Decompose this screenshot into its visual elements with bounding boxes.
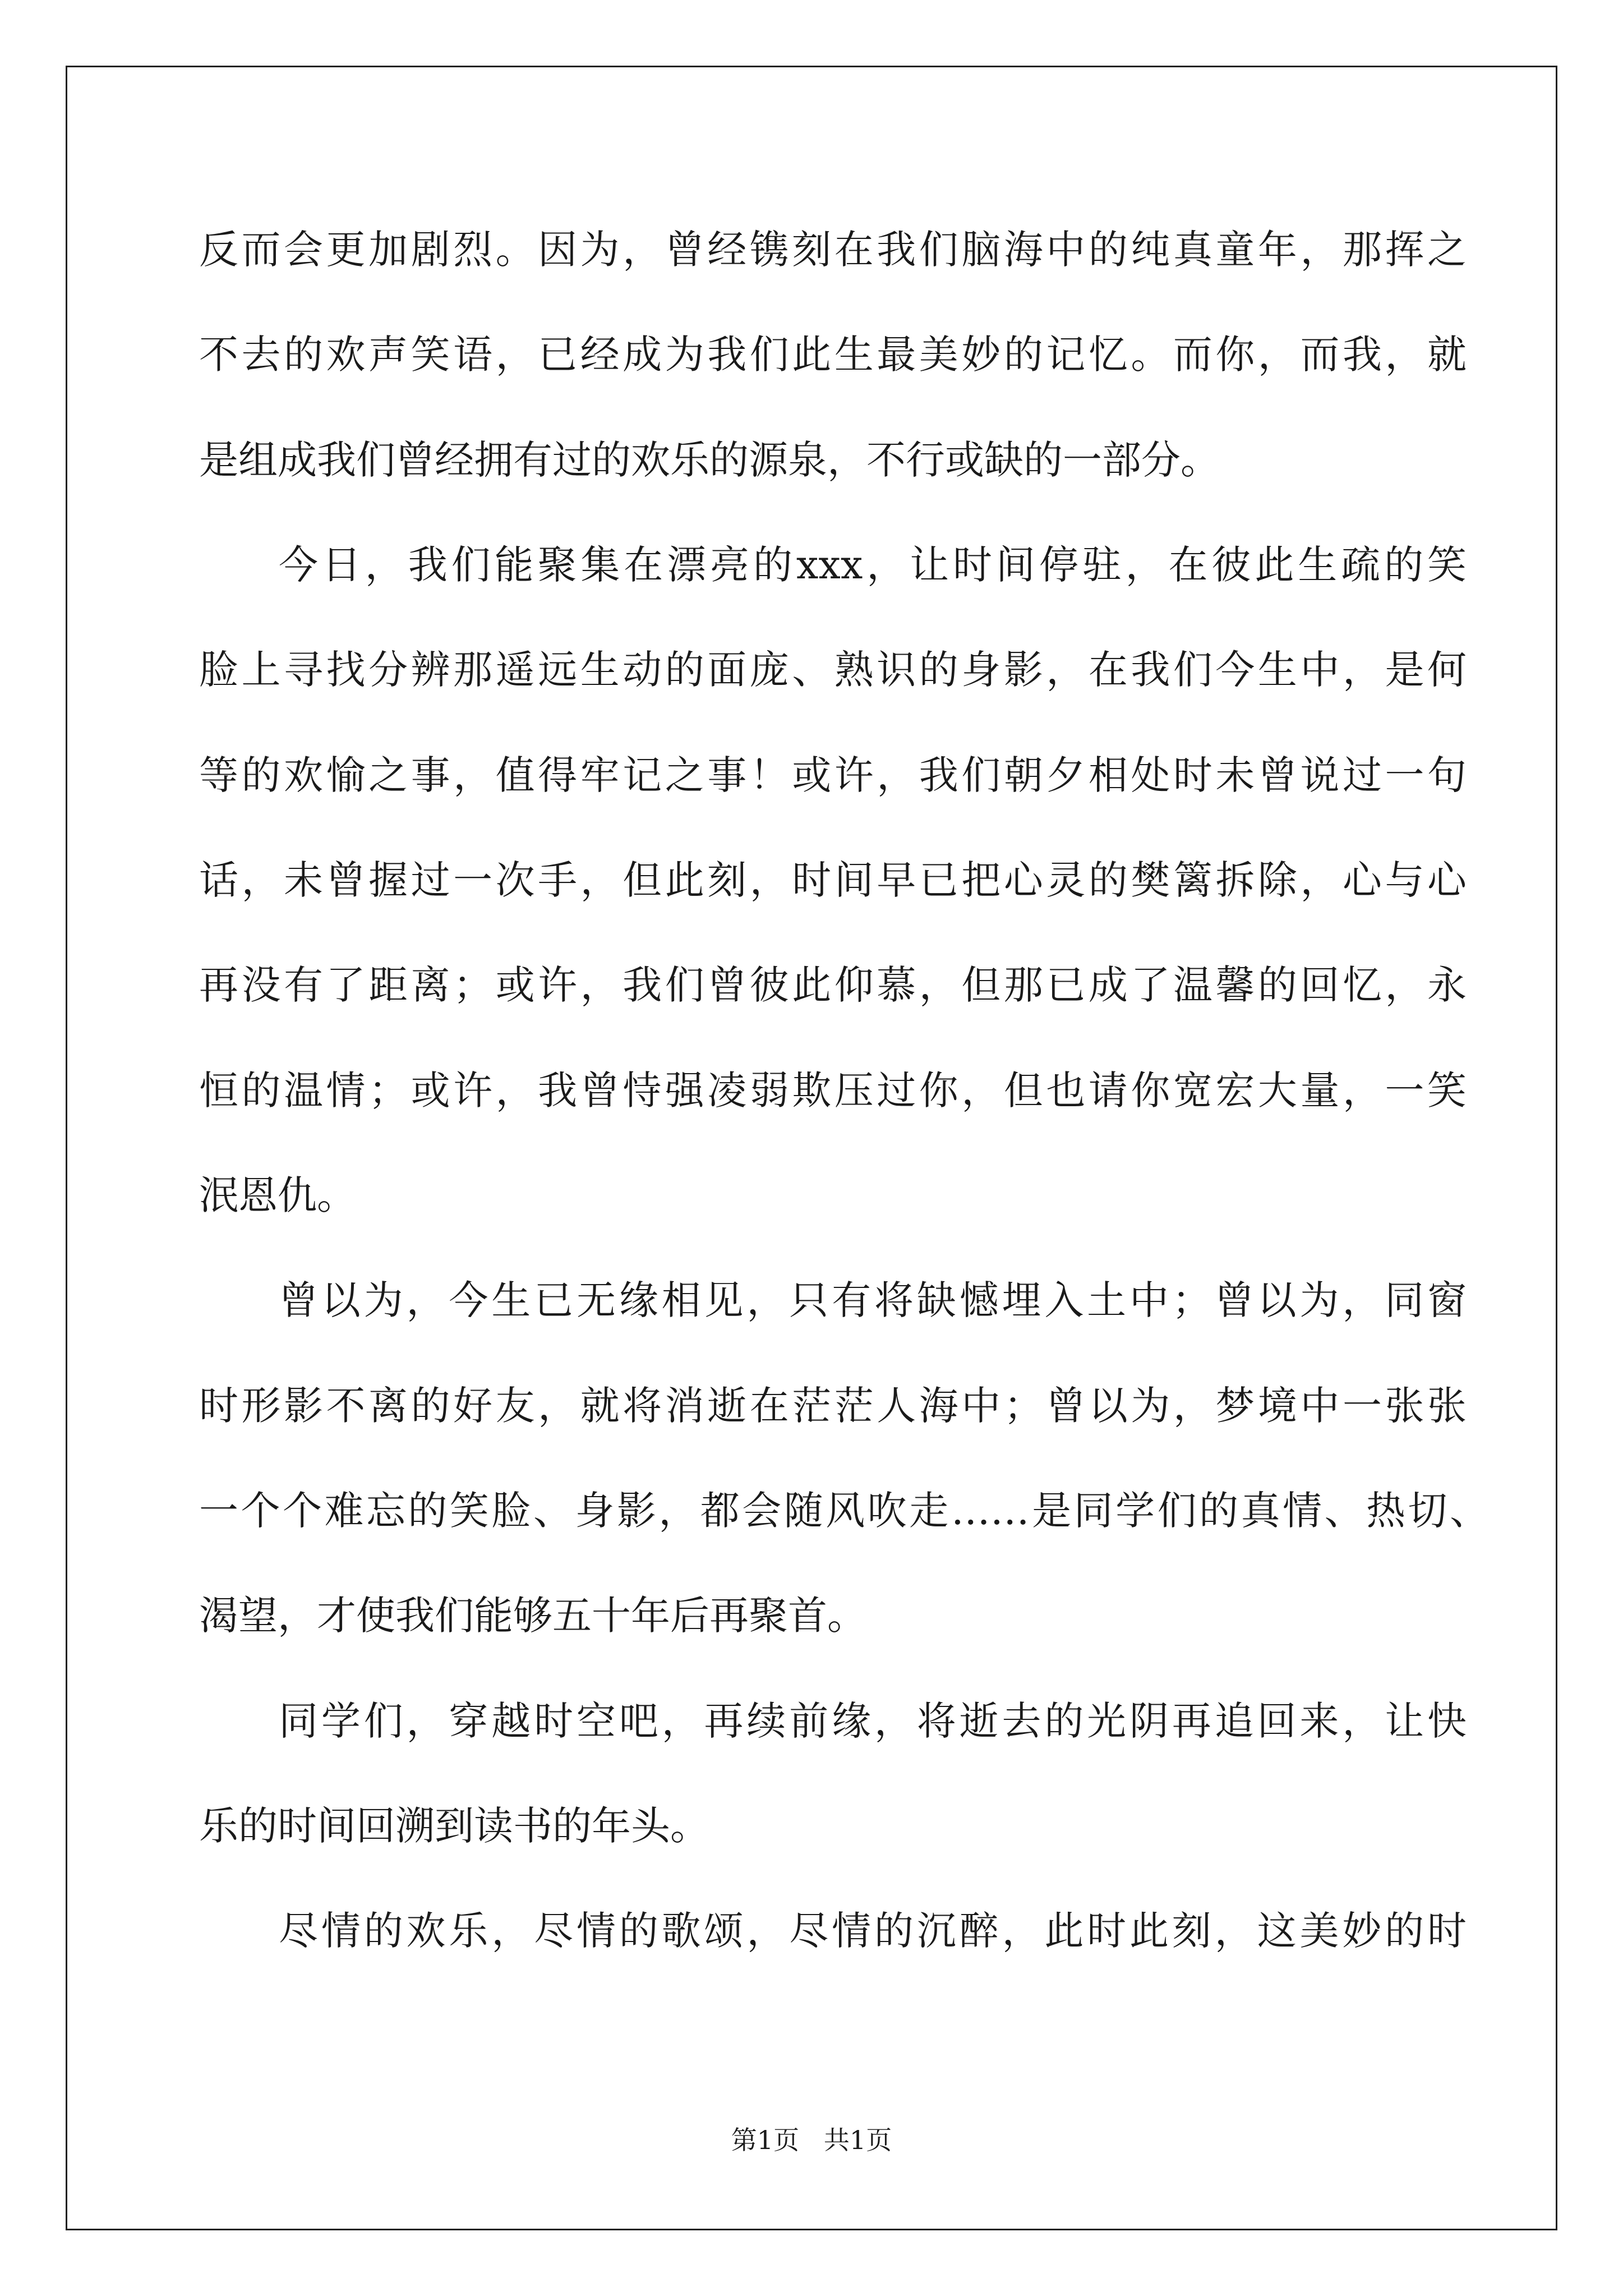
- text-line-16: 乐的时间回溯到读书的年头。: [199, 1803, 709, 1849]
- text-line-10: 泯恩仇。: [199, 1172, 356, 1218]
- text-line-15: 同学们，穿越时空吧，再续前缘，将逝去的光阴再追回来，让快: [279, 1698, 1467, 1744]
- text-line-4: 今日，我们能聚集在漂亮的xxx，让时间停驻，在彼此生疏的笑: [279, 542, 1467, 588]
- page-footer: 第1页 共1页: [731, 2125, 892, 2155]
- text-line-17: 尽情的欢乐，尽情的歌颂，尽情的沉醉，此时此刻，这美妙的时: [279, 1908, 1467, 1954]
- text-line-8: 再没有了距离；或许，我们曾彼此仰慕，但那已成了温馨的回忆，永: [199, 962, 1467, 1008]
- text-line-9: 恒的温情；或许，我曾恃强凌弱欺压过你，但也请你宽宏大量，一笑: [199, 1068, 1467, 1114]
- text-line-13: 一个个难忘的笑脸、身影，都会随风吹走……是同学们的真情、热切、: [199, 1488, 1489, 1534]
- text-line-3: 是组成我们曾经拥有过的欢乐的源泉，不行或缺的一部分。: [199, 437, 1220, 483]
- text-line-7: 话，未曾握过一次手，但此刻，时间早已把心灵的樊篱拆除，心与心: [199, 857, 1467, 903]
- text-line-6: 等的欢愉之事，值得牢记之事！或许，我们朝夕相处时未曾说过一句: [199, 752, 1467, 798]
- text-line-2: 不去的欢声笑语，已经成为我们此生最美妙的记忆。而你，而我，就: [199, 332, 1467, 378]
- text-line-14: 渴望，才使我们能够五十年后再聚首。: [199, 1593, 866, 1639]
- text-line-11: 曾以为，今生已无缘相见，只有将缺憾埋入土中；曾以为，同窗: [279, 1277, 1467, 1323]
- text-line-1: 反而会更加剧烈。因为，曾经镌刻在我们脑海中的纯真童年，那挥之: [199, 227, 1467, 273]
- text-line-5: 脸上寻找分辨那遥远生动的面庞、熟识的身影，在我们今生中，是何: [199, 647, 1467, 693]
- text-line-12: 时形影不离的好友，就将消逝在茫茫人海中；曾以为，梦境中一张张: [199, 1383, 1467, 1429]
